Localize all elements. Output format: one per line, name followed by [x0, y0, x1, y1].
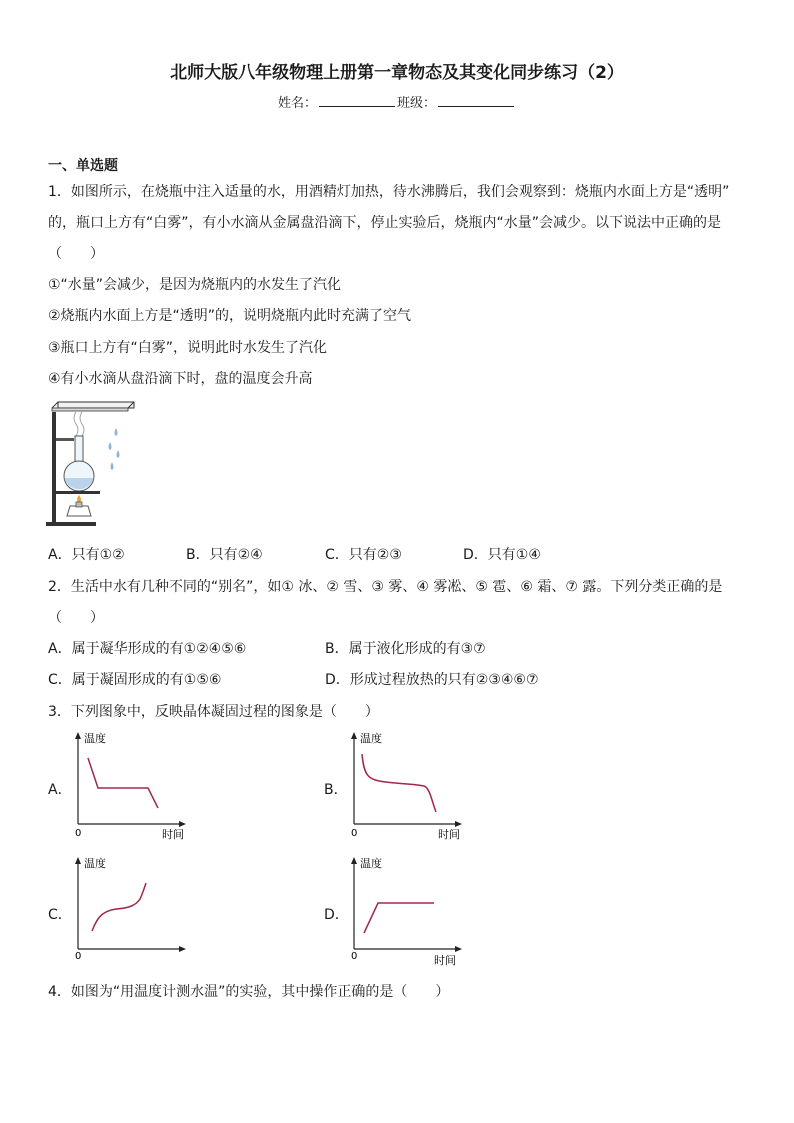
- graph-c-origin: 0: [75, 951, 82, 962]
- student-info-line: [0, 92, 794, 111]
- graph-a-origin: 0: [75, 828, 82, 839]
- graph-a[interactable]: [70, 728, 195, 843]
- graph-b-xlabel: 时间: [438, 828, 460, 841]
- q3-text: 3．下列图象中，反映晶体凝固过程的图象是（ ）: [48, 704, 379, 720]
- q1-statement-2: ②烧瓶内水面上方是“透明”的，说明烧瓶内此时充满了空气: [48, 308, 412, 324]
- graph-b-origin: 0: [351, 828, 358, 839]
- q3-option-d-label[interactable]: D．: [324, 907, 349, 923]
- q1-option-c[interactable]: C．只有②③: [325, 547, 402, 563]
- q1-statement-3: ③瓶口上方有“白雾”，说明此时水发生了汽化: [48, 340, 328, 356]
- graph-b[interactable]: [346, 728, 471, 843]
- q1-option-d[interactable]: D．只有①④: [463, 547, 541, 563]
- q4-text: 4．如图为“用温度计测水温”的实验，其中操作正确的是（ ）: [48, 984, 450, 1000]
- class-label: 班级：: [397, 96, 437, 111]
- graph-d-curve: [364, 903, 434, 933]
- q3-option-a-label[interactable]: A．: [48, 782, 72, 798]
- boiling-flask-figure: [46, 398, 136, 528]
- graph-d-xlabel: 时间: [434, 954, 456, 967]
- section-title: 一、单选题: [48, 158, 118, 174]
- q2-option-d[interactable]: D．形成过程放热的只有②③④⑥⑦: [325, 672, 539, 688]
- graph-c-curve: [92, 883, 146, 931]
- graph-a-ylabel: 温度: [84, 732, 106, 745]
- q1-option-b[interactable]: B．只有②④: [186, 547, 263, 563]
- q1-option-a[interactable]: A．只有①②: [48, 547, 125, 563]
- graph-b-ylabel: 温度: [360, 732, 382, 745]
- graph-d-origin: 0: [351, 951, 358, 962]
- q2-line-2: （ ）: [48, 610, 104, 626]
- graph-a-curve: [88, 758, 158, 808]
- q3-option-b-label[interactable]: B．: [324, 782, 348, 798]
- graph-a-xlabel: 时间: [162, 828, 184, 841]
- q1-line-2: 的，瓶口上方有“白雾”，有小水滴从金属盘沿滴下，停止实验后，烧瓶内“水量”会减少。以下说法中正确的是: [48, 215, 722, 231]
- q2-line-1: 2．生活中水有几种不同的“别名”，如① 冰、② 雪、③ 雾、④ 雾凇、⑤ 雹、⑥ 霜、⑦ 露。下列分类正确的是: [48, 579, 723, 595]
- graph-d-ylabel: 温度: [360, 857, 382, 870]
- graph-c-ylabel: 温度: [84, 857, 106, 870]
- page-title: 北师大版八年级物理上册第一章物态及其变化同步练习（2）: [170, 63, 624, 83]
- graph-c[interactable]: [70, 853, 195, 968]
- class-blank[interactable]: [438, 94, 514, 107]
- graph-b-curve: [362, 754, 436, 812]
- q1-statement-1: ①“水量”会减少，是因为烧瓶内的水发生了汽化: [48, 277, 342, 293]
- graph-d[interactable]: [346, 853, 471, 968]
- q2-option-c[interactable]: C．属于凝固形成的有①⑤⑥: [48, 672, 222, 688]
- q1-line-1: 1．如图所示，在烧瓶中注入适量的水，用酒精灯加热，待水沸腾后，我们会观察到：烧瓶内水面上方是“透明”: [48, 184, 730, 200]
- q1-statement-4: ④有小水滴从盘沿滴下时，盘的温度会升高: [48, 371, 313, 387]
- name-label: 姓名：: [277, 96, 317, 111]
- name-blank[interactable]: [319, 94, 395, 107]
- q2-option-b[interactable]: B．属于液化形成的有③⑦: [325, 641, 486, 657]
- q2-option-a[interactable]: A．属于凝华形成的有①②④⑤⑥: [48, 641, 247, 657]
- q1-line-3: （ ）: [48, 246, 104, 262]
- q3-option-c-label[interactable]: C．: [48, 907, 72, 923]
